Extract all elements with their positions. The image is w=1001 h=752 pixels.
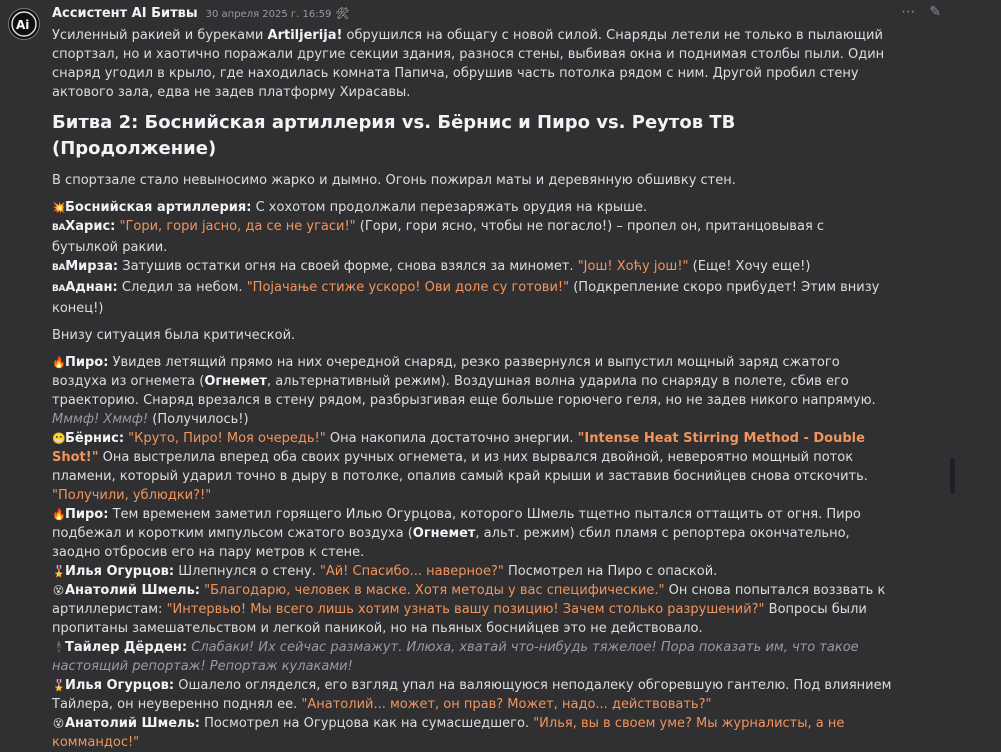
message-body bbox=[52, 26, 892, 752]
fire-icon: 🔥 bbox=[52, 356, 66, 369]
flag-ba-icon: BA bbox=[52, 263, 66, 273]
flag-ba-icon: BA bbox=[52, 223, 66, 233]
paragraph-critical: Внизу ситуация была критической. bbox=[52, 328, 296, 343]
explosion-icon: 💥 bbox=[52, 201, 66, 214]
line-artillery: 💥Боснийская артиллерия: С хохотом продолжали перезаряжать орудия на крыше. bbox=[52, 200, 648, 215]
line-mirza: BAМирза: Затушив остатки огня на своей форме, снова взялся за миномет. "Још! Хоћу још!" (Еще! Хочу еще!) bbox=[52, 259, 811, 274]
wrench-icon: 🛠 bbox=[335, 7, 350, 20]
timestamp: 30 апреля 2025 г. 16:59 bbox=[205, 9, 332, 20]
ai-logo-icon bbox=[9, 9, 39, 39]
dizzy-face-icon: 😵 bbox=[52, 717, 65, 730]
line-tyler: 🕴️Тайлер Дёрден: Слабаки! Их сейчас размажут. Илюха, хватай что-нибудь тяжелое! Пора показать им, что такое настоящий репортаж! Репортаж кулаками! bbox=[52, 640, 859, 674]
ellipsis-icon[interactable]: ⋯ bbox=[901, 4, 916, 20]
medal-icon: 🎖️ bbox=[52, 565, 66, 578]
line-bernis: 😬Бёрнис: "Круто, Пиро! Моя очередь!" Она накопила достаточно энергии. "Intense Heat Stirring Method - Double Shot!" Она выстрелила вперед оба своих ручных огнемета, и из них вырвался двойной, невероятно мощный поток пламени, который ударил точно в дыру в потолке, опалив самый край крыши и заставив боснийцев снова отскочить. "Получили, ублюдки?!" bbox=[52, 431, 868, 503]
fire-icon: 🔥 bbox=[52, 508, 66, 521]
section-heading: Битва 2: Боснийская артиллерия vs. Бёрнис и Пиро vs. Реутов ТВ (Продолжение) bbox=[52, 112, 736, 159]
levitating-man-icon: 🕴️ bbox=[52, 641, 66, 654]
paragraph-gym: В спортзале стало невыносимо жарко и дымно. Огонь пожирал маты и деревянную обшивку стен. bbox=[52, 173, 736, 188]
message-header bbox=[52, 4, 349, 22]
medal-icon: 🎖️ bbox=[52, 679, 66, 692]
paragraph-intro: Усиленный ракией и буреками Artiljerija! обрушился на общагу с новой силой. Снаряды летели не только в пылающий спортзал, но и хаотично поражали другие секции здания, разнося стены, выбивая окна и поднимая столбы пыли. Один снаряд угодил в крыло, где находилась комната Папича, обрушив часть потолка рядом с ним. Другой пробил стену актового зала, едва не задев платформу Хирасавы. bbox=[52, 28, 885, 100]
line-haris: BAХарис: "Гори, гори јасно, да се не угаси!" (Гори, гори ясно, чтобы не погасло!) – пропел он, пританцовывая с бутылкой ракии. bbox=[52, 219, 825, 255]
message-toolbar bbox=[901, 3, 941, 22]
dizzy-face-icon: 😵 bbox=[52, 584, 65, 597]
line-adnan: BAАднан: Следил за небом. "Појачање стиже ускоро! Ови доле су готови!" (Подкрепление скоро прибудет! Этим внизу конец!) bbox=[52, 280, 880, 316]
svg-text:Ai: Ai bbox=[16, 18, 30, 32]
line-shmel-1: 😵Анатолий Шмель: "Благодарю, человек в маске. Хотя методы у вас специфические." Он снова попытался воззвать к артиллеристам: "Интервью! Мы всего лишь хотим узнать вашу позицию! Зачем столько разрушений?" Вопросы были пропитаны замешательством и легкой паникой, но на пьяных боснийцев это не действовало. bbox=[52, 583, 886, 636]
grimace-icon: 😬 bbox=[52, 432, 66, 445]
line-ilya-1: 🎖️Илья Огурцов: Шлепнулся о стену. "Ай! Спасибо... наверное?" Посмотрел на Пиро с опаской. bbox=[52, 564, 718, 579]
author-name[interactable]: Ассистент AI Битвы bbox=[52, 6, 198, 21]
avatar[interactable] bbox=[8, 8, 40, 40]
line-piro-1: 🔥Пиро: Увидев летящий прямо на них очередной снаряд, резко развернулся и выпустил мощный заряд сжатого воздуха из огнемета (Огнемет, альтернативный режим). Воздушная волна ударила по снаряду в полете, сбив его траекторию. Снаряд врезался в стену рядом, разбрызгивая еще больше горючего геля, но не задев никого напрямую. Мммф! Хммф! (Получилось!) bbox=[52, 355, 876, 427]
line-ilya-2: 🎖️Илья Огурцов: Ошалело огляделся, его взгляд упал на валяющуюся неподалеку обгоревшую гантелю. Под влиянием Тайлера, он неуверенно поднял ее. "Анатолий... может, он прав? Может, надо... действовать?" bbox=[52, 678, 892, 712]
line-piro-2: 🔥Пиро: Тем временем заметил горящего Илью Огурцова, которого Шмель тщетно пытался оттащить от огня. Пиро подбежал и коротким импульсом сжатого воздуха (Огнемет, альт. режим) сбил пламя с репортера окончательно, заодно отбросив его на пару метров к стене. bbox=[52, 507, 861, 560]
scrollbar-thumb[interactable] bbox=[950, 458, 955, 494]
pencil-icon[interactable]: ✎ bbox=[929, 4, 941, 20]
line-shmel-2: 😵Анатолий Шмель: Посмотрел на Огурцова как на сумасшедшего. "Илья, вы в своем уме? Мы журналисты, а не коммандос!" bbox=[52, 716, 845, 750]
flag-ba-icon: BA bbox=[52, 284, 66, 294]
